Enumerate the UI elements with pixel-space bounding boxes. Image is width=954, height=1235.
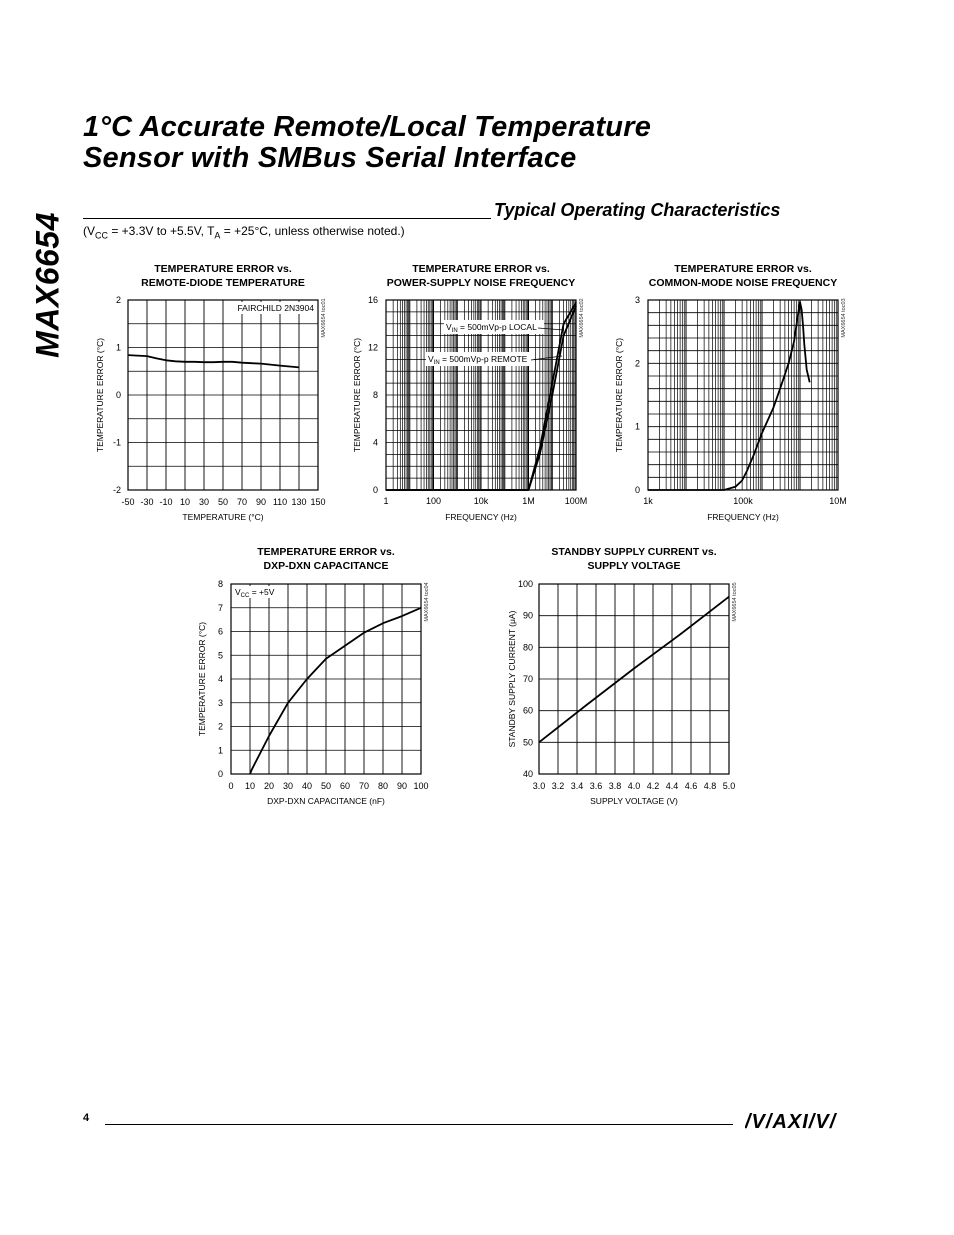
- toc05-code-label: MAX6654 toc05: [732, 582, 738, 622]
- toc04-y-tick-label: 2: [217, 721, 223, 732]
- toc03-y-tick-label: 1: [634, 421, 640, 432]
- toc03-x-tick-label: 10M: [829, 496, 847, 506]
- side-title: MAX6654: [29, 212, 66, 358]
- toc02-series-label-local: $V_{IN} = 500mVp-p$ LOCAL: [446, 322, 537, 334]
- toc05-y-axis-label: STANDBY SUPPLY CURRENT (μA): [507, 610, 517, 748]
- toc01-y-tick-label: 0: [115, 390, 121, 400]
- toc02-code-label: MAX6654 toc02: [579, 298, 585, 338]
- chart-title-toc03: TEMPERATURE ERROR vs. COMMON-MODE NOISE FREQUENCY: [648, 263, 838, 289]
- section-heading: Typical Operating Characteristics: [494, 200, 781, 220]
- toc02-y-tick-label: 4: [372, 437, 378, 448]
- toc02-series-label-remote: $V_{IN} = 500mVp-p$ REMOTE: [428, 354, 528, 366]
- toc05-x-tick-label: 4.4: [665, 781, 679, 791]
- toc04-y-tick-label: 1: [217, 745, 223, 756]
- toc05-y-tick-label: 40: [522, 769, 533, 779]
- toc04-y-tick-label: 6: [217, 626, 223, 637]
- toc05-x-tick-label: 4.6: [684, 781, 698, 791]
- toc02-y-tick-label: 12: [367, 342, 378, 353]
- toc03-series-line-0: [648, 302, 810, 490]
- toc01-x-tick-label: 30: [198, 497, 210, 507]
- toc01-code-label: MAX6654 toc01: [321, 298, 327, 338]
- toc01-y-tick-label: 2: [115, 295, 121, 305]
- toc04-x-tick-label: 90: [396, 781, 408, 791]
- svg-text:/V/AXI/V/: /V/AXI/V/: [745, 1111, 837, 1132]
- toc03-y-tick-label: 3: [634, 295, 640, 305]
- toc03-y-tick-label: 0: [634, 485, 640, 495]
- toc01-x-tick-label: -30: [140, 497, 154, 507]
- toc01-x-tick-label: 110: [272, 497, 288, 507]
- toc04-x-tick-label: 10: [244, 781, 256, 791]
- toc04-condition-label: $V_{CC} = +5V$: [235, 587, 275, 599]
- toc04-y-axis-label: TEMPERATURE ERROR (°C): [197, 621, 207, 737]
- toc05-y-tick-label: 80: [522, 642, 533, 653]
- toc03-y-tick-label: 2: [634, 358, 640, 369]
- toc02-x-tick-label: 10k: [473, 496, 489, 506]
- toc01-x-tick-label: 130: [291, 497, 307, 507]
- toc01-x-tick-label: -50: [121, 497, 135, 507]
- toc04-x-axis-label: DXP-DXN CAPACITANCE (nF): [267, 796, 385, 806]
- toc01-y-tick-label: -2: [112, 485, 121, 495]
- toc04-x-tick-label: 60: [339, 781, 351, 791]
- toc04-y-tick-label: 7: [217, 602, 223, 613]
- toc04-y-tick-label: 5: [217, 650, 223, 661]
- toc02-y-tick-label: 0: [372, 485, 378, 495]
- toc01-x-axis-label: TEMPERATURE (°C): [182, 512, 264, 522]
- toc05-x-tick-label: 3.6: [589, 781, 603, 791]
- toc01-x-tick-label: 90: [255, 497, 267, 507]
- toc05-x-tick-label: 3.2: [551, 781, 565, 791]
- toc01-y-tick-label: -1: [112, 437, 121, 448]
- toc02-x-axis-label: FREQUENCY (Hz): [445, 512, 517, 522]
- toc04-x-tick-label: 0: [228, 781, 234, 791]
- toc01-x-tick-label: 70: [236, 497, 248, 507]
- toc05-x-tick-label: 5.0: [722, 781, 736, 791]
- test-conditions: ($V_{CC} = +3.3V$ to +5.5V, $T_A = +25^\circ C$, unless otherwise noted.): [83, 224, 405, 241]
- toc02-y-tick-label: 8: [372, 390, 378, 400]
- toc05-x-tick-label: 3.8: [608, 781, 622, 791]
- toc02-x-tick-label: 100: [425, 496, 442, 506]
- toc02-x-tick-label: 1M: [522, 496, 535, 506]
- document-title-line-1: 1°C Accurate Remote/Local Temperature: [83, 111, 652, 143]
- chart-title-toc02: TEMPERATURE ERROR vs. POWER-SUPPLY NOISE FREQUENCY: [386, 263, 576, 289]
- toc01-y-tick-label: 1: [115, 342, 121, 353]
- toc01-annotation: FAIRCHILD 2N3904: [237, 303, 314, 313]
- toc04-y-tick-label: 0: [217, 769, 223, 779]
- footer-rule: [105, 1124, 733, 1125]
- toc04-x-tick-label: 50: [320, 781, 332, 791]
- toc04-x-tick-label: 80: [377, 781, 389, 791]
- toc04-series-line-0: [250, 608, 421, 774]
- document-title-line-2: Sensor with SMBus Serial Interface: [83, 142, 577, 174]
- toc03-plot-frame: [648, 300, 838, 490]
- toc01-series-line-0: [128, 355, 299, 367]
- toc03-x-tick-label: 100k: [733, 496, 753, 506]
- toc05-y-tick-label: 60: [522, 705, 533, 716]
- toc01-x-tick-label: -10: [159, 497, 173, 507]
- toc04-x-tick-label: 20: [263, 781, 275, 791]
- toc01-x-tick-label: 150: [310, 497, 326, 507]
- toc05-y-tick-label: 90: [522, 610, 533, 621]
- toc02-x-tick-label: 1: [383, 496, 389, 506]
- chart-title-toc04: TEMPERATURE ERROR vs. DXP-DXN CAPACITANCE: [257, 546, 395, 572]
- toc05-x-tick-label: 4.8: [703, 781, 717, 791]
- toc01-y-axis-label: TEMPERATURE ERROR (°C): [95, 337, 105, 453]
- toc02-x-tick-label: 100M: [564, 496, 588, 506]
- toc05-x-axis-label: SUPPLY VOLTAGE (V): [590, 796, 678, 806]
- chart-title-toc01: TEMPERATURE ERROR vs. REMOTE-DIODE TEMPERATURE: [141, 263, 305, 289]
- toc04-x-tick-label: 100: [413, 781, 429, 791]
- toc04-x-tick-label: 40: [301, 781, 313, 791]
- toc02-y-tick-label: 16: [367, 295, 378, 305]
- toc05-x-tick-label: 3.0: [532, 781, 546, 791]
- toc05-x-tick-label: 4.0: [627, 781, 641, 791]
- toc04-y-tick-label: 8: [217, 579, 223, 589]
- toc05-y-tick-label: 70: [522, 674, 533, 684]
- toc04-x-tick-label: 30: [282, 781, 294, 791]
- toc05-y-tick-label: 50: [522, 737, 533, 748]
- toc04-code-label: MAX6654 toc04: [424, 582, 430, 622]
- toc01-x-tick-label: 50: [217, 497, 229, 507]
- maxim-logo: [745, 1110, 855, 1137]
- toc03-x-axis-label: FREQUENCY (Hz): [707, 512, 779, 522]
- toc02-y-axis-label: TEMPERATURE ERROR (°C): [352, 337, 362, 453]
- toc05-x-tick-label: 3.4: [570, 781, 584, 791]
- toc05-y-tick-label: 100: [517, 579, 533, 589]
- toc04-x-tick-label: 70: [358, 781, 370, 791]
- chart-title-toc05: STANDBY SUPPLY CURRENT vs. SUPPLY VOLTAGE: [551, 546, 717, 572]
- toc04-y-tick-label: 3: [217, 697, 223, 708]
- toc05-x-tick-label: 4.2: [646, 781, 660, 791]
- toc03-x-tick-label: 1k: [643, 496, 653, 506]
- toc03-code-label: MAX6654 toc03: [841, 298, 847, 338]
- toc04-y-tick-label: 4: [217, 674, 223, 684]
- toc01-x-tick-label: 10: [179, 497, 191, 507]
- toc03-y-axis-label: TEMPERATURE ERROR (°C): [614, 337, 624, 453]
- page-number: 4: [83, 1112, 90, 1124]
